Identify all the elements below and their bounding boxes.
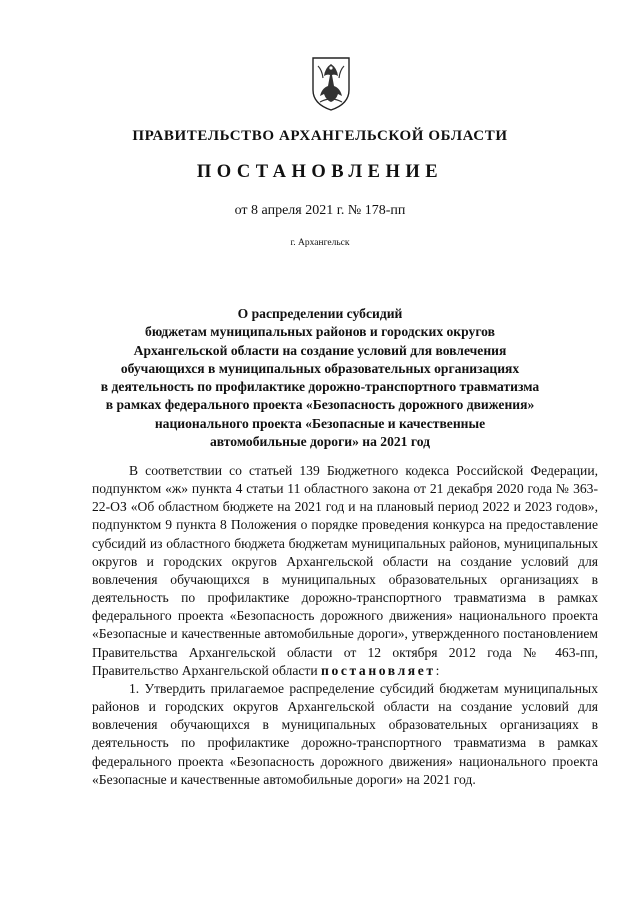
heading-line: в рамках федерального проекта «Безопасность дорожного движения» — [105, 397, 535, 413]
document-body — [92, 462, 598, 789]
government-name: ПРАВИТЕЛЬСТВО АРХАНГЕЛЬСКОЙ ОБЛАСТИ — [132, 128, 508, 144]
preamble-text: В соответствии со статьей 139 Бюджетного кодекса Российской Федерации, подпунктом «ж» пункта 4 статьи 11 областного закона от 21 декабря 2020 года № 363-22-ОЗ «Об областном бюджете на 2021 год и на плановый период 2022 и 2023 годов», подпунктом 9 пункта 8 Положения о порядке проведения конкурса на предоставление субсидий из областного бюджета бюджетам муниципальных районов, муниципальных округов и городских округов Архангельской области на создание условий для вовлечения обучающихся в муниципальных образовательных организациях в деятельность по профилактике дорожно-транспортного травматизма в рамках федерального проекта «Безопасность дорожного движения» национального проекта «Безопасные и качественные автомобильные дороги», утвержденного постановлением Правительства Архангельской области от 12 октября 2012 года № 463-пп, Правительство Архангельской области — [92, 463, 598, 678]
document-city: г. Архангельск — [290, 238, 350, 248]
document-type-title: ПОСТАНОВЛЕНИЕ — [196, 162, 444, 182]
item-1-paragraph: 1. Утвердить прилагаемое распределение субсидий бюджетам муниципальных районов и городских округов Архангельской области на создание условий для вовлечения обучающихся в муниципальных образовательных организациях в деятельность по профилактике дорожно-транспортного травматизма в рамках федерального проекта «Безопасность дорожного движения» национального проекта «Безопасные и качественные автомобильные дороги» на 2021 год. — [92, 680, 598, 787]
document-date-number: от 8 апреля 2021 г. № 178-пп — [234, 203, 406, 218]
decree-colon: : — [435, 662, 440, 678]
heading-line: Архангельской области на создание условий для вовлечения — [133, 342, 507, 358]
heading-line: обучающихся в муниципальных образовательных организациях — [120, 360, 520, 376]
preamble-paragraph — [92, 462, 598, 680]
heading-line: автомобильные дороги» на 2021 год — [210, 434, 430, 450]
coat-of-arms-icon — [310, 56, 352, 112]
decree-word: постановляет — [321, 662, 436, 678]
heading-line: О распределении субсидий — [237, 306, 403, 321]
heading-line: бюджетам муниципальных районов и городских округов — [145, 324, 495, 340]
heading-line: в деятельность по профилактике дорожно-транспортного травматизма — [100, 379, 540, 395]
heading-line: национального проекта «Безопасные и качественные — [154, 415, 486, 431]
document-heading — [60, 305, 580, 451]
